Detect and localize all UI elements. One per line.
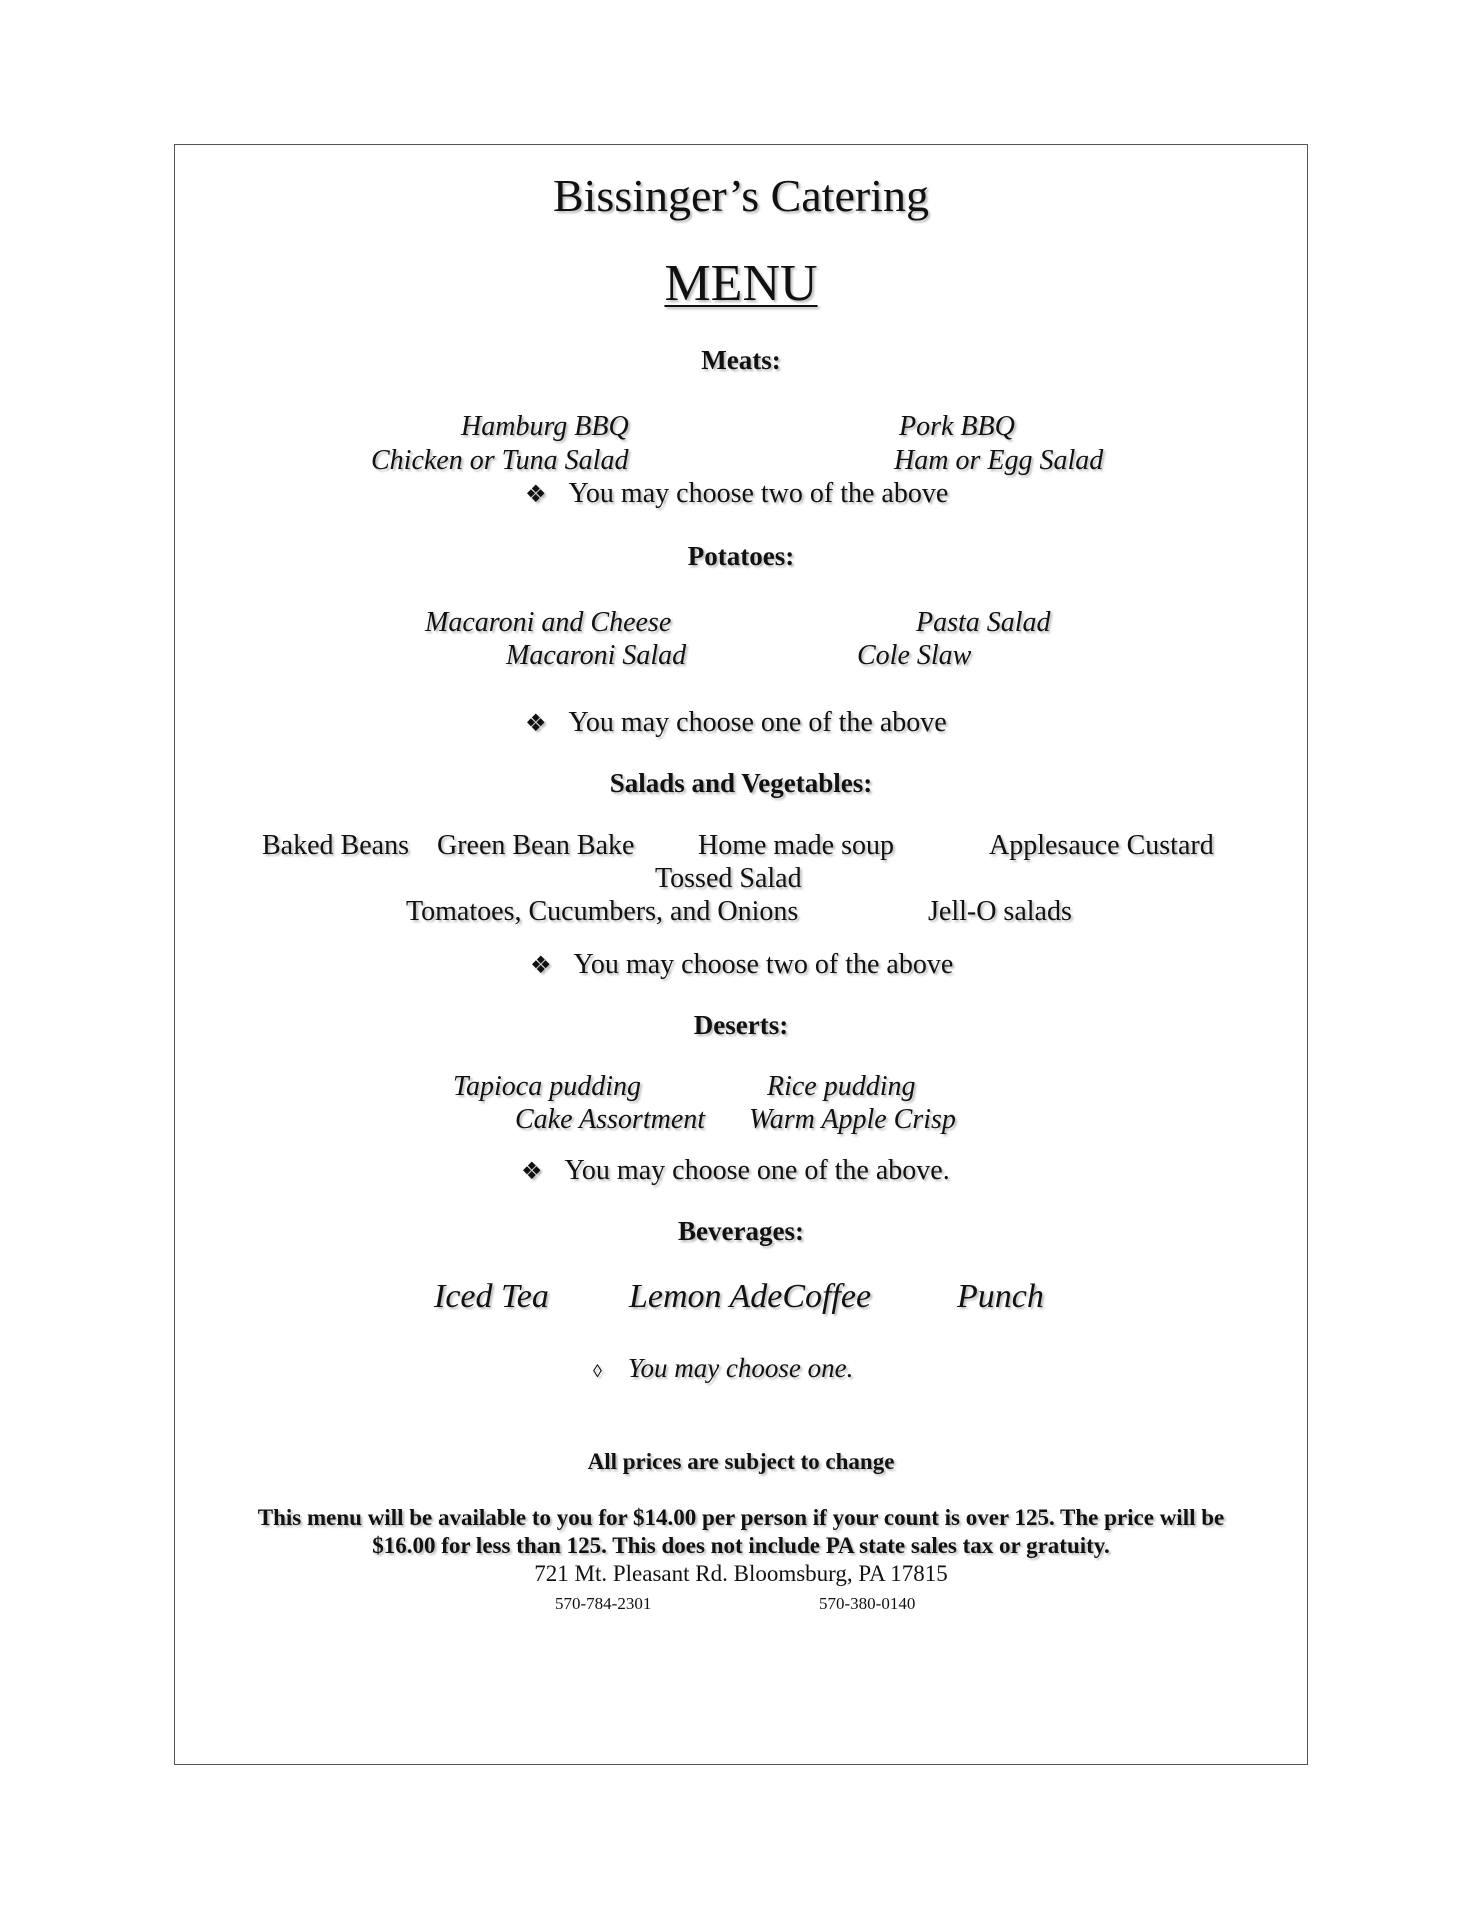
meats-note [525, 478, 948, 510]
pricing-line: $16.00 for less than 125. This does not include PA state sales tax or gratuity. [372, 1533, 1110, 1558]
four-diamond-bullet-icon: ❖ [521, 1159, 543, 1185]
salad-item: Applesauce Custard [989, 830, 1214, 861]
beverage-item [629, 1278, 871, 1316]
potatoes-note [525, 707, 947, 739]
deserts-heading: Deserts: [693, 1010, 789, 1040]
desert-item: Warm Apple Crisp [749, 1104, 956, 1135]
meat-item: Chicken or Tuna Salad [371, 445, 629, 476]
meats-note-text: You may choose two of the above [568, 478, 949, 509]
beverage-item: Punch [957, 1278, 1044, 1315]
salad-item: Jell-O salads [928, 896, 1072, 927]
potato-item: Macaroni Salad [506, 640, 687, 671]
pricing-line: This menu will be available to you for $14.00 per person if your count is over 125. The price will be [257, 1505, 1225, 1530]
desert-item: Tapioca pudding [453, 1071, 641, 1102]
meat-item: Hamburg BBQ [461, 411, 629, 442]
meat-item: Ham or Egg Salad [894, 445, 1104, 476]
four-diamond-bullet-icon: ❖ [525, 711, 547, 737]
salads-note [530, 949, 953, 981]
salad-item: Tomatoes, Cucumbers, and Onions [406, 896, 799, 927]
salads-note-text: You may choose two of the above [573, 949, 954, 980]
address: 721 Mt. Pleasant Rd. Bloomsburg, PA 17815 [534, 1561, 948, 1586]
meats-heading: Meats: [701, 345, 781, 375]
deserts-note-text: You may choose one of the above. [564, 1155, 950, 1186]
beverage-item: Iced Tea [434, 1278, 549, 1315]
four-diamond-bullet-icon: ❖ [530, 953, 552, 979]
menu-title: MENU [664, 255, 818, 312]
salads-heading: Salads and Vegetables: [609, 768, 873, 798]
beverages-note [593, 1353, 853, 1384]
company-name: Bissinger’s Catering [552, 170, 930, 221]
beverages-heading: Beverages: [678, 1216, 804, 1246]
potato-item: Pasta Salad [916, 607, 1051, 638]
phone-number: 570-784-2301 [555, 1594, 652, 1613]
beverage-item: Coffee [782, 1278, 872, 1315]
phone-number: 570-380-0140 [819, 1594, 916, 1613]
deserts-note [521, 1155, 950, 1187]
potatoes-note-text: You may choose one of the above [568, 707, 947, 738]
potato-item: Cole Slaw [857, 640, 972, 671]
four-diamond-bullet-icon: ❖ [525, 482, 547, 508]
desert-item: Rice pudding [767, 1071, 916, 1102]
potato-item: Macaroni and Cheese [425, 607, 672, 638]
prices-note: All prices are subject to change [587, 1449, 895, 1474]
salad-item: Green Bean Bake [437, 830, 635, 861]
menu-frame [174, 144, 1308, 1765]
desert-item: Cake Assortment [515, 1104, 706, 1135]
meat-item: Pork BBQ [899, 411, 1015, 442]
beverage-item: Lemon Ade [629, 1278, 783, 1315]
beverages-note-text: You may choose one. [627, 1353, 854, 1383]
salad-item: Baked Beans [262, 830, 409, 861]
diamond-pair-bullet-icon: ◊ [593, 1361, 602, 1381]
salad-item: Home made soup [698, 830, 894, 861]
salad-item: Tossed Salad [655, 863, 802, 894]
potatoes-heading: Potatoes: [687, 541, 795, 571]
